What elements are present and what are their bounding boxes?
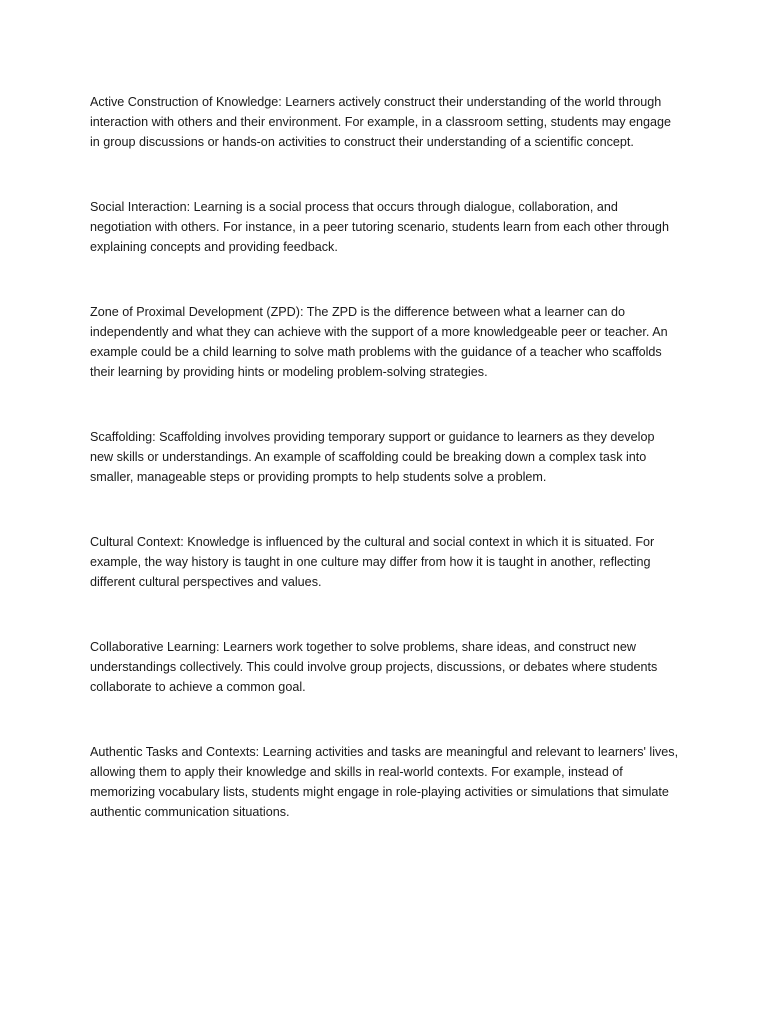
paragraph-social-interaction: Social Interaction: Learning is a social process that occurs through dialogue, collaboration, and negotiation with others. For instance, in a peer tutoring scenario, students learn from each other through explaining concepts and providing feedback. xyxy=(90,200,669,254)
document-body xyxy=(90,92,680,867)
paragraph-scaffolding: Scaffolding: Scaffolding involves providing temporary support or guidance to learners as they develop new skills or understandings. An example of scaffolding could be breaking down a complex task into smaller, manageable steps or providing prompts to help students solve a problem. xyxy=(90,430,655,484)
paragraph-authentic-tasks: Authentic Tasks and Contexts: Learning activities and tasks are meaningful and relevant to learners' lives, allowing them to apply their knowledge and skills in real-world contexts. For example, instead of memorizing vocabulary lists, students might engage in role-playing activities or simulations that simulate authentic communication situations. xyxy=(90,745,679,819)
paragraph-cultural-context: Cultural Context: Knowledge is influenced by the cultural and social context in which it is situated. For example, the way history is taught in one culture may differ from how it is taught in another, reflecting different cultural perspectives and values. xyxy=(90,535,655,589)
paragraph-zpd: Zone of Proximal Development (ZPD): The ZPD is the difference between what a learner can do independently and what they can achieve with the support of a more knowledgeable peer or teacher. An example could be a child learning to solve math problems with the guidance of a teacher who scaffolds their learning by providing hints or modeling problem-solving strategies. xyxy=(90,305,668,379)
paragraph-active-construction: Active Construction of Knowledge: Learners actively construct their understanding of the world through interaction with others and their environment. For example, in a classroom setting, students may engage in group discussions or hands-on activities to construct their understanding of a scientific concept. xyxy=(90,95,672,149)
paragraph-collaborative-learning: Collaborative Learning: Learners work together to solve problems, share ideas, and construct new understandings collectively. This could involve group projects, discussions, or debates where students collaborate to achieve a common goal. xyxy=(90,640,658,694)
